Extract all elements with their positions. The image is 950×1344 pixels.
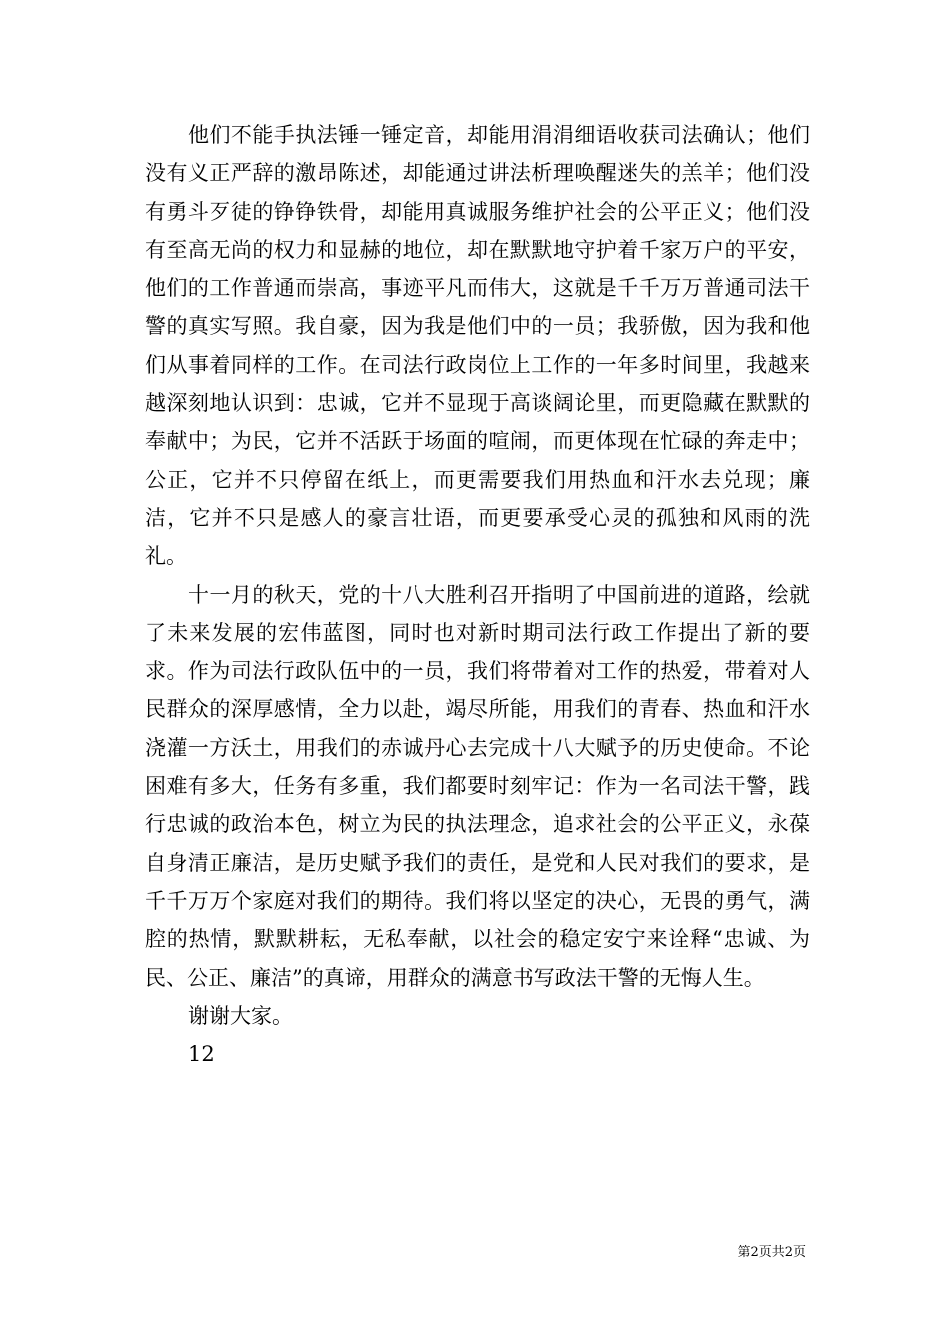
- document-body: [145, 116, 810, 1073]
- page-footer: 第2页共2页: [737, 1245, 806, 1260]
- paragraph-2: 十一月的秋天，党的十八大胜利召开指明了中国前进的道路，绘就了未来发展的宏伟蓝图，同时也对新时期司法行政工作提出了新的要求。作为司法行政队伍中的一员，我们将带着对工作的热爱，带着对人民群众的深厚感情，全力以赴，竭尽所能，用我们的青春、热血和汗水浇灌一方沃土，用我们的赤诚丹心去完成十八大赋予的历史使命。不论困难有多大，任务有多重，我们都要时刻牢记：作为一名司法干警，践行忠诚的政治本色，树立为民的执法理念，追求社会的公平正义，永葆自身清正廉洁，是历史赋予我们的责任，是党和人民对我们的要求，是千千万万个家庭对我们的期待。我们将以坚定的决心，无畏的勇气，满腔的热情，默默耕耘，无私奉献，以社会的稳定安宁来诠释“忠诚、为民、公正、廉洁”的真谛，用群众的满意书写政法干警的无悔人生。: [145, 582, 810, 990]
- paragraph-closing: 谢谢大家。: [188, 1003, 293, 1028]
- paragraph-number: 12: [188, 1042, 215, 1067]
- paragraph-1: 他们不能手执法锤一锤定音，却能用涓涓细语收获司法确认；他们没有义正严辞的激昂陈述，却能通过讲法析理唤醒迷失的羔羊；他们没有勇斗歹徒的铮铮铁骨，却能用真诚服务维护社会的公平正义；他们没有至高无尚的权力和显赫的地位，却在默默地守护着千家万户的平安，他们的工作普通而崇高，事迹平凡而伟大，这就是千千万万普通司法干警的真实写照。我自豪，因为我是他们中的一员；我骄傲，因为我和他们从事着同样的工作。在司法行政岗位上工作的一年多时间里，我越来越深刻地认识到：忠诚，它并不显现于高谈阔论里，而更隐藏在默默的奉献中；为民，它并不活跃于场面的喧闹，而更体现在忙碌的奔走中；公正，它并不只停留在纸上，而更需要我们用热血和汗水去兑现；廉洁，它并不只是感人的豪言壮语，而更要承受心灵的孤独和风雨的洗礼。: [145, 123, 810, 569]
